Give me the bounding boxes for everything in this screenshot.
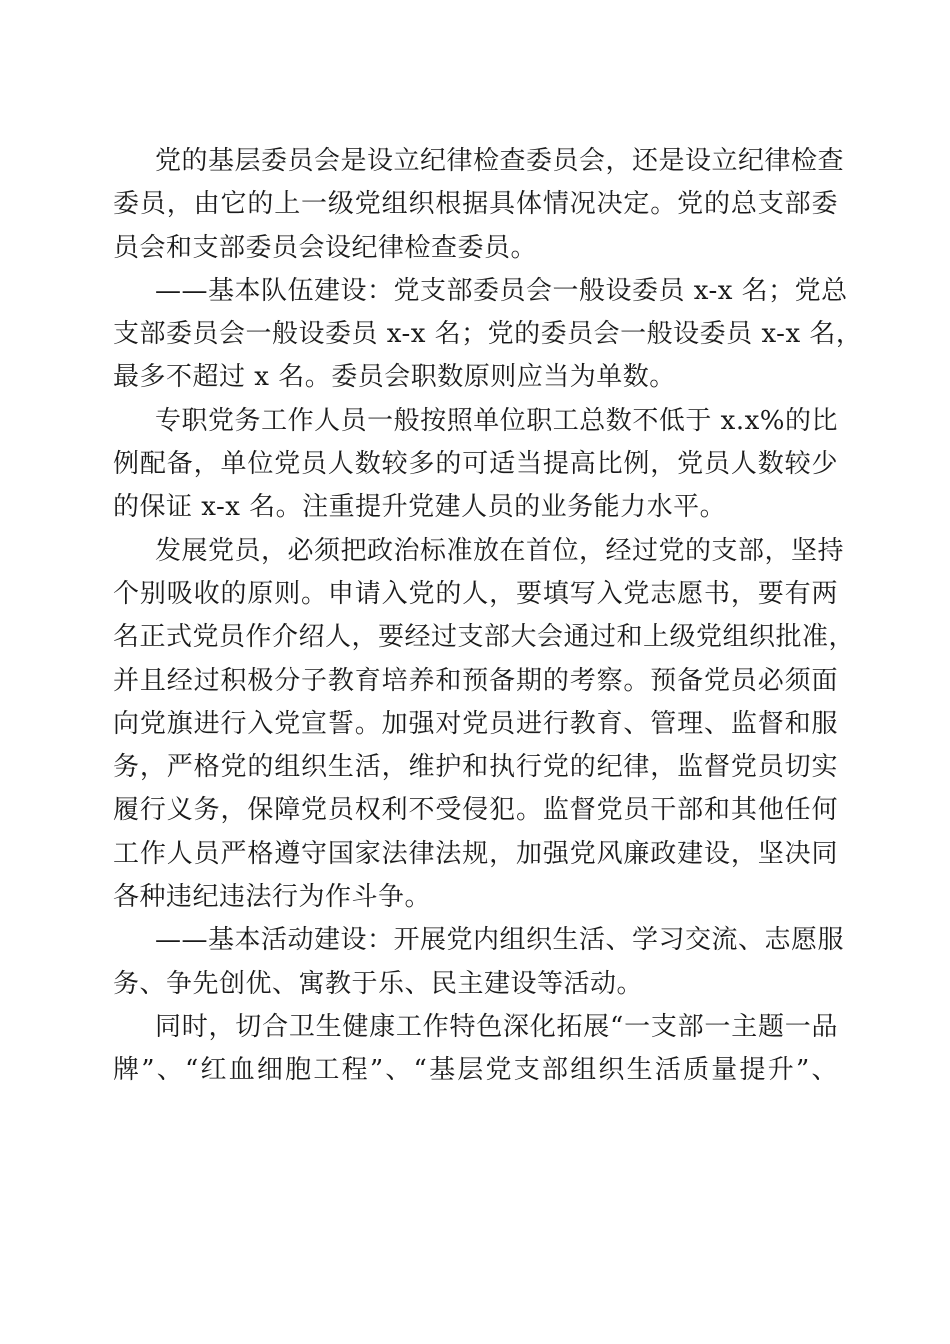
- text-line: 最多不超过 x 名。委员会职数原则应当为单数。: [113, 362, 676, 393]
- text-line: 发展党员，必须把政治标准放在首位，经过党的支部，坚持: [155, 535, 845, 566]
- text-line: 同时，切合卫生健康工作特色深化拓展“一支部一主题一品: [155, 1011, 838, 1042]
- text-line: 例配备，单位党员人数较多的可适当提高比例，党员人数较少: [113, 449, 838, 480]
- text-line: 向党旗进行入党宣誓。加强对党员进行教育、管理、监督和服: [113, 708, 838, 739]
- text-line: 各种违纪违法行为作斗争。: [113, 882, 432, 913]
- text-line: 的保证 x-x 名。注重提升党建人员的业务能力水平。: [113, 492, 727, 523]
- body-text: [113, 140, 863, 1093]
- text-line: 员会和支部委员会设纪律检查委员。: [113, 232, 538, 263]
- text-line: 履行义务，保障党员权利不受侵犯。监督党员干部和其他任何: [113, 795, 838, 826]
- text-line: 名正式党员作介绍人，要经过支部大会通过和上级党组织批准，: [113, 622, 856, 653]
- text-line: 务、争先创优、寓教于乐、民主建设等活动。: [113, 968, 644, 999]
- text-line: 工作人员严格遵守国家法律法规，加强党风廉政建设，坚决同: [113, 838, 838, 869]
- text-line: 党的基层委员会是设立纪律检查委员会，还是设立纪律检查: [155, 146, 845, 176]
- text-line: ——基本活动建设：开展党内组织生活、学习交流、志愿服: [155, 925, 845, 956]
- text-line: 牌”、“红血细胞工程”、“基层党支部组织生活质量提升”、: [113, 1055, 838, 1086]
- text-line: 支部委员会一般设委员 x-x 名；党的委员会一般设委员 x-x 名，: [113, 319, 863, 350]
- text-line: ——基本队伍建设：党支部委员会一般设委员 x-x 名；党总: [155, 275, 848, 306]
- text-line: 委员，由它的上一级党组织根据具体情况决定。党的总支部委: [113, 189, 838, 220]
- text-line: 专职党务工作人员一般按照单位职工总数不低于 x.x%的比: [155, 405, 838, 436]
- text-line: 务，严格党的组织生活，维护和执行党的纪律，监督党员切实: [113, 752, 838, 783]
- text-line: 个别吸收的原则。申请入党的人，要填写入党志愿书，要有两: [113, 578, 838, 609]
- text-line: 并且经过积极分子教育培养和预备期的考察。预备党员必须面: [113, 665, 838, 696]
